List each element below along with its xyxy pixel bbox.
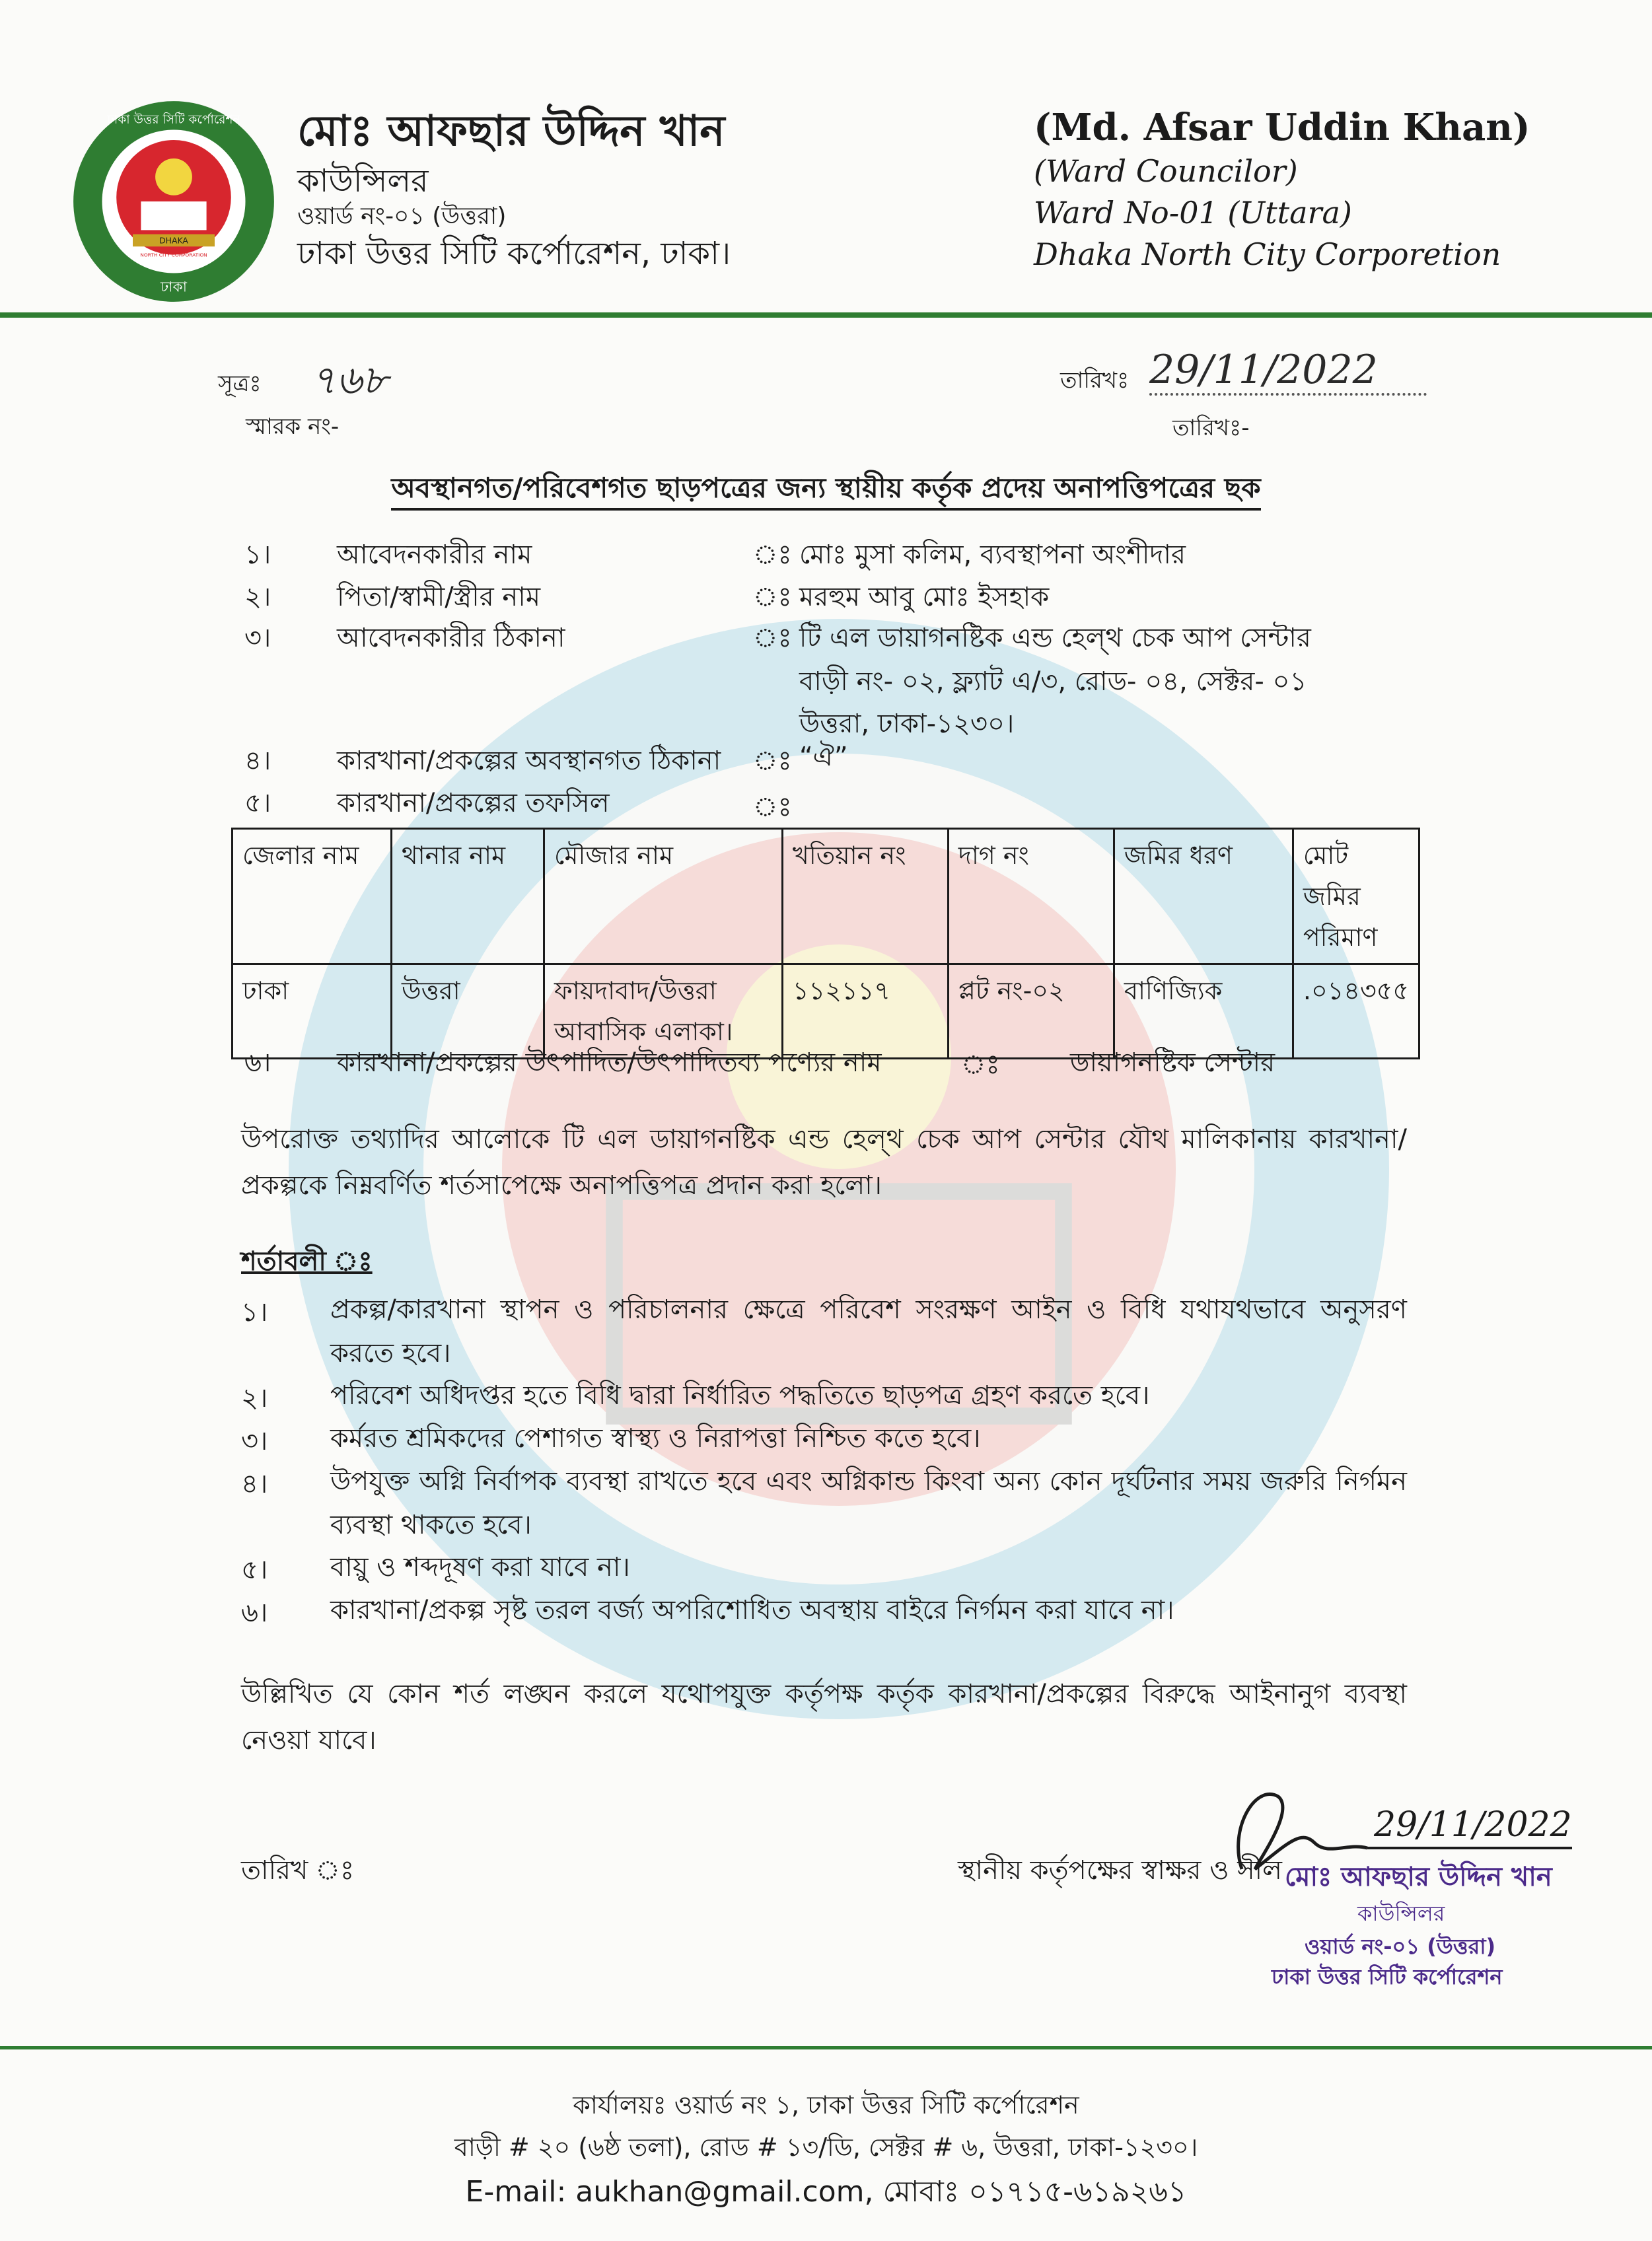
condition-6-text: কারখানা/প্রকল্প সৃষ্ট তরল বর্জ্য অপরিশোধিত অবস্থায় বাইরে নির্গমন করা যাবে না। (330, 1595, 1174, 1625)
item-2-number: ২। (244, 582, 271, 612)
item-3-value-line2: বাড়ী নং- ০২, ফ্ল্যাট এ/৩, রোড- ০৪, সেক্টর- ০১ (799, 666, 1307, 697)
corporation-en: Dhaka North City Corporetion (1034, 236, 1501, 272)
councilor-name-en: (Md. Afsar Uddin Khan) (1034, 106, 1530, 149)
councilor-name-bn: মোঃ আফছার উদ্দিন খান (297, 107, 725, 156)
condition-3-text: কর্মরত শ্রমিকদের পেশাগত স্বাস্থ্য ও নিরাপত্তা নিশ্চিত কতে হবে। (330, 1423, 981, 1454)
item-4-number: ৪। (244, 746, 271, 776)
footer-address: বাড়ী # ২০ (৬ষ্ঠ তলা), রোড # ১৩/ডি, সেক্টর # ৬, উত্তরা, ঢাকা-১২৩০। (454, 2133, 1198, 2162)
table-cell-dag: প্লট নং-০২ (948, 964, 1114, 1059)
approval-paragraph: উপরোক্ত তথ্যাদির আলোকে টি এল ডায়াগনষ্টিক এন্ড হেল্থ চেক আপ সেন্টার যৌথ মালিকানায় কারখানা/প্রকল্পকে নিম্নবর্ণিত শর্তসাপেক্ষে অনাপত্তিপত্র প্রদান করা হলো। (241, 1124, 1407, 1201)
stamp-line-2: কাউন্সিলর (1357, 1901, 1445, 1926)
logo-bottom-text: ঢাকা (160, 279, 188, 296)
item-1-number: ১। (244, 540, 271, 570)
stamp-line-1: মোঃ আফছার উদ্দিন খান (1285, 1862, 1552, 1892)
condition-5-text: বায়ু ও শব্দদূষণ করা যাবে না। (330, 1552, 630, 1583)
condition-5-number: ৫। (241, 1555, 268, 1585)
table-cell-thana: উত্তরা (391, 964, 544, 1059)
councilor-title-bn: কাউন্সিলর (297, 162, 429, 199)
table-header-cell: মৌজার নাম (544, 829, 782, 964)
table-cell-khatian: ১১২১১৭ (782, 964, 948, 1059)
table-cell-total-land: .০১৪৩৫৫ (1293, 964, 1419, 1059)
form-heading-text: অবস্থানগত/পরিবেশগত ছাড়পত্রের জন্য স্থায়ীয় কর্তৃক প্রদেয় অনাপত্তিপত্রের ছক (391, 472, 1260, 511)
stamp-line-4: ঢাকা উত্তর সিটি কর্পোরেশন (1272, 1964, 1503, 1989)
item-6-label: কারখানা/প্রকল্পের উৎপাদিত/উৎপাদিতব্য পণ্যের নাম (337, 1048, 882, 1078)
footer-divider (0, 2046, 1652, 2049)
date-label: তারিখঃ (1060, 367, 1130, 394)
signature-label: স্থানীয় কর্তৃপক্ষের স্বাক্ষর ও সীল (958, 1855, 1282, 1886)
table-header-cell: দাগ নং (948, 829, 1114, 964)
table-cell-district: ঢাকা (233, 964, 392, 1059)
item-3-label: আবেদনকারীর ঠিকানা (337, 623, 565, 653)
smarok-label: স্মারক নং- (246, 413, 340, 440)
conditions-title: শর্তাবলী ঃ (241, 1246, 373, 1277)
land-schedule-table (231, 828, 1420, 1059)
item-4-colon: ঃ (753, 746, 792, 776)
item-4-label: কারখানা/প্রকল্পের অবস্থানগত ঠিকানা (337, 746, 721, 776)
city-corporation-logo (71, 99, 276, 304)
logo-ribbon-subtext: NORTH CITY CORPORATION (140, 252, 207, 258)
condition-4-number: ৪। (241, 1469, 268, 1499)
item-5-colon: ঃ (753, 792, 792, 822)
condition-1-number: ১। (241, 1297, 268, 1328)
councilor-title-en: (Ward Councilor) (1034, 153, 1298, 189)
item-6-number: ৬। (244, 1048, 271, 1078)
header-divider (0, 312, 1652, 318)
sutro-label: সূত্রঃ (218, 371, 262, 397)
table-cell-mouza: ফায়দাবাদ/উত্তরা আবাসিক এলাকা। (544, 964, 782, 1059)
table-header-cell: খতিয়ান নং (782, 829, 948, 964)
condition-4-text: উপযুক্ত অগ্নি নির্বাপক ব্যবস্থা রাখতে হবে এবং অগ্নিকান্ড কিংবা অন্য কোন দূর্ঘটনার সময় জরুরি নির্গমন ব্যবস্থা থাকতে হবে। (330, 1466, 1407, 1540)
table-header-cell: মোট জমির পরিমাণ (1293, 829, 1419, 964)
item-2-value: মরহুম আবু মোঃ ইসহাক (799, 582, 1050, 612)
condition-3-number: ৩। (241, 1426, 268, 1456)
item-3-value-line3: উত্তরা, ঢাকা-১২৩০। (799, 709, 1015, 739)
ward-bn: ওয়ার্ড নং-০১ (উত্তরা) (297, 203, 507, 230)
item-1-label: আবেদনকারীর নাম (337, 540, 532, 570)
item-1-colon: ঃ (753, 540, 792, 570)
closing-paragraph: উল্লিখিত যে কোন শর্ত লঙ্ঘন করলে যথোপযুক্ত কর্তৃপক্ষ কর্তৃক কারখানা/প্রকল্পের বিরুদ্ধে আইনানুগ ব্যবস্থা নেওয়া যাবে। (241, 1679, 1407, 1756)
footer-contact: E-mail: aukhan@gmail.com, মোবাঃ ০১৭১৫-৬১৯২৬১ (465, 2175, 1187, 2209)
sutro-value: ৭৬৮ (310, 357, 388, 404)
condition-1-text: প্রকল্প/কারখানা স্থাপন ও পরিচালনার ক্ষেত্রে পরিবেশ সংরক্ষণ আইন ও বিধি যথাযথভাবে অনুসরণ করতে হবে। (330, 1295, 1407, 1369)
table-header-cell: জেলার নাম (233, 829, 392, 964)
logo-top-text: ঢাকা উত্তর সিটি কর্পোরেশন (107, 113, 240, 127)
item-3-number: ৩। (244, 623, 271, 653)
footer-office: কার্যালয়ঃ ওয়ার্ড নং ১, ঢাকা উত্তর সিটি কর্পোরেশন (573, 2090, 1079, 2119)
logo-ribbon-text: DHAKA (159, 235, 188, 246)
table-header-cell: থানার নাম (391, 829, 544, 964)
item-1-value: মোঃ মুসা কলিম, ব্যবস্থাপনা অংশীদার (799, 540, 1186, 570)
condition-2-text: পরিবেশ অধিদপ্তর হতে বিধি দ্বারা নির্ধারিত পদ্ধতিতে ছাড়পত্র গ্রহণ করতে হবে। (330, 1380, 1150, 1411)
ward-en: Ward No-01 (Uttara) (1034, 195, 1352, 231)
item-6-value: ডায়াগনষ্টিক সেন্টার (1070, 1048, 1275, 1078)
item-2-colon: ঃ (753, 582, 792, 612)
date-label-2: তারিখঃ- (1172, 415, 1250, 441)
condition-6-number: ৬। (241, 1598, 268, 1628)
item-2-label: পিতা/স্বামী/স্ত্রীর নাম (337, 582, 541, 612)
table-cell-land-type: বাণিজ্যিক (1114, 964, 1293, 1059)
item-3-colon: ঃ (753, 623, 792, 653)
condition-2-number: ২। (241, 1383, 268, 1413)
form-heading (0, 466, 1652, 513)
footer-date-label: তারিখ ঃ (241, 1855, 355, 1886)
signature-date: 29/11/2022 (1374, 1805, 1572, 1845)
item-5-number: ৫। (244, 788, 271, 818)
item-3-value: টি এল ডায়াগনষ্টিক এন্ড হেল্থ চেক আপ সেন্টার (799, 623, 1311, 653)
corporation-bn: ঢাকা উত্তর সিটি কর্পোরেশন, ঢাকা। (297, 235, 731, 272)
item-4-value: “ঐ” (799, 742, 848, 772)
table-header-row (233, 829, 1419, 964)
item-5-label: কারখানা/প্রকল্পের তফসিল (337, 788, 610, 818)
item-6-colon: ঃ (961, 1049, 1000, 1080)
table-header-cell: জমির ধরণ (1114, 829, 1293, 964)
date-value: 29/11/2022 (1149, 347, 1427, 396)
stamp-line-3: ওয়ার্ড নং-০১ (উত্তরা) (1305, 1934, 1496, 1959)
